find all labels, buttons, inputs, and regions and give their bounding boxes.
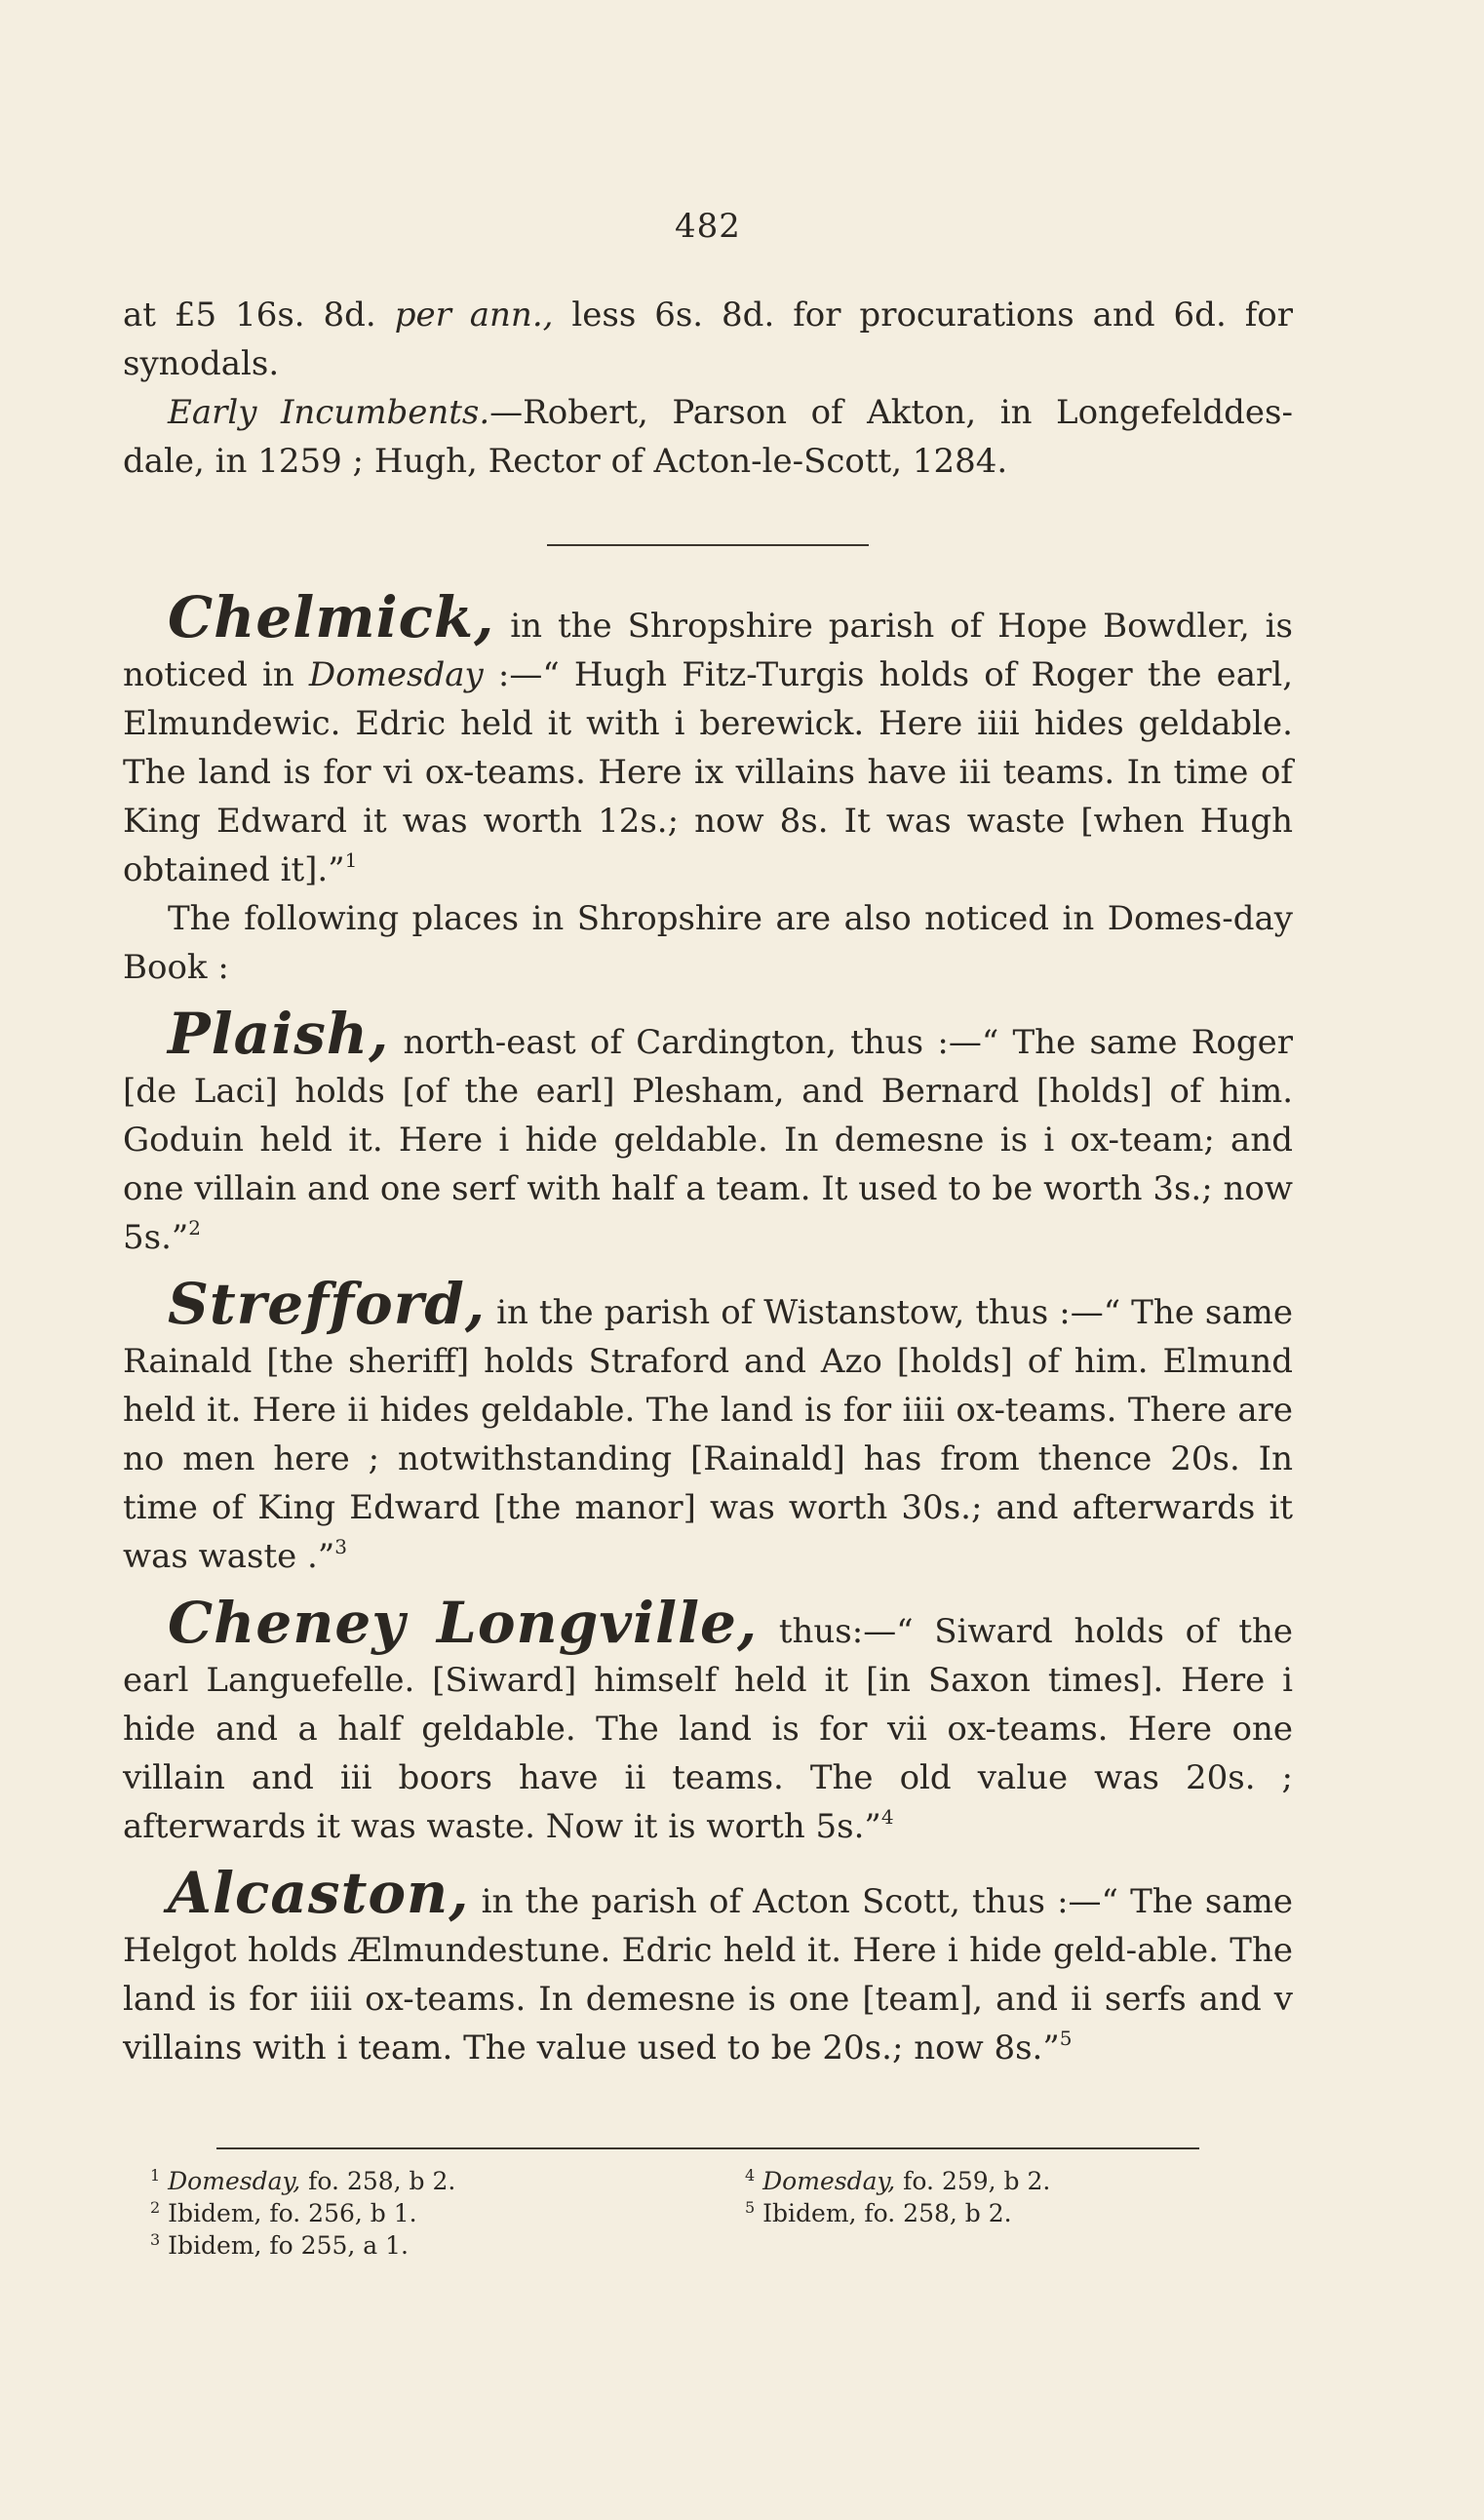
footnote-divider (216, 2147, 1199, 2149)
entry-heading-plaish: Plaish, (168, 1001, 390, 1067)
entry-cheney-longville (123, 1590, 1294, 1851)
footnote-ref-2: 2 (188, 1216, 202, 1240)
domesday-title: Domesday (308, 655, 484, 694)
footnotes-right-column (745, 2165, 1050, 2229)
entry-text: :—“ Hugh Fitz-Turgis holds of Roger the earl, Elmundewic. Edric held it with i berewick. Here iiii hides geldable. The land is for vi ox-teams. Here ix villains have iii teams. In time of King Edward it was worth 12s.; now 8s. It was waste [when Hugh obtained it].” (123, 655, 1293, 889)
paragraph-following: The following places in Shropshire are also noticed in Domes-day Book : (123, 899, 1293, 987)
entry-text: in the Shropshire parish of Hope Bowdler, is noticed in (123, 607, 1293, 694)
page-body (123, 207, 1293, 2072)
footnote-ref-5: 5 (1059, 2027, 1073, 2050)
entry-heading-alcaston: Alcaston, (168, 1860, 470, 1926)
entry-text: north-east of Cardington, thus :—“ The same Roger [de Laci] holds [of the earl] Plesham, and Bernard [holds] of him. Goduin held it. Here i hide geldable. In demesne is i ox-team; and one villain and one serf with half a team. It used to be worth 3s.; now 5s.” (123, 1023, 1293, 1257)
text-procurations: less 6s. 8d. for procurations and 6d. for synodals. (123, 295, 1293, 383)
entry-heading-strefford: Strefford, (168, 1271, 487, 1337)
entry-strefford (123, 1271, 1293, 1581)
footnote-ref-4: 4 (880, 1805, 894, 1829)
entry-heading-cheney-longville: Cheney Longville, (168, 1590, 759, 1656)
early-incumbents-label: Early Incumbents. (168, 393, 490, 432)
entry-alcaston (123, 1860, 1293, 2072)
entry-heading-chelmick: Chelmick, (168, 584, 495, 650)
footnote-ref-3: 3 (334, 1535, 347, 1558)
entry-text: in the parish of Wistanstow, thus :—“ The same Rainald [the sheriff] holds Straford and Azo [holds] of him. Elmund held it. Here ii hides geldable. The land is for iiii ox-teams. There are no men here ; notwithstanding [Rainald] has from thence 20s. In time of King Edward [the manor] was worth 30s.; and afterwards it was waste .” (123, 1293, 1293, 1576)
footnote-2: $^2$ Ibidem, fo. 256, b 1. (150, 2198, 417, 2227)
footnote-1: $^1$ Domesday, fo. 258, b 2. (150, 2166, 456, 2195)
early-incumbents-text: —Robert, Parson of Akton, in Longefelddes-dale, in 1259 ; Hugh, Rector of Acton-le-Scott, 1284. (123, 393, 1293, 481)
footnote-4: $^4$ Domesday, fo. 259, b 2. (745, 2166, 1051, 2195)
text-per-ann: per ann., (394, 295, 554, 335)
entry-chelmick (123, 584, 1293, 894)
page-number: 482 (675, 207, 741, 246)
footnotes-left-column (150, 2165, 455, 2262)
paragraph-procurations (123, 291, 1293, 388)
entry-plaish (123, 1001, 1293, 1262)
text-fee: at £5 16s. 8d. (123, 295, 395, 335)
section-divider (547, 544, 869, 546)
footnote-5: $^5$ Ibidem, fo. 258, b 2. (745, 2198, 1012, 2227)
entry-text: in the parish of Acton Scott, thus :—“ The same Helgot holds Ælmundestune. Edric held it. Here i hide geld-able. The land is for iiii ox-teams. In demesne is one [team], and ii serfs and v villains with i team. The value used to be 20s.; now 8s.” (123, 1882, 1293, 2067)
footnote-3: $^3$ Ibidem, fo 255, a 1. (150, 2230, 409, 2260)
footnote-ref-1: 1 (344, 848, 358, 872)
paragraph-early-incumbents (123, 388, 1293, 486)
entry-text: thus:—“ Siward holds of the earl Languefelle. [Siward] himself held it [in Saxon times]. Here i hide and a half geldable. The land is for vii ox-teams. Here one villain and iii boors have ii teams. The old value was 20s. ; afterwards it was waste. Now it is worth 5s.” (123, 1612, 1294, 1846)
